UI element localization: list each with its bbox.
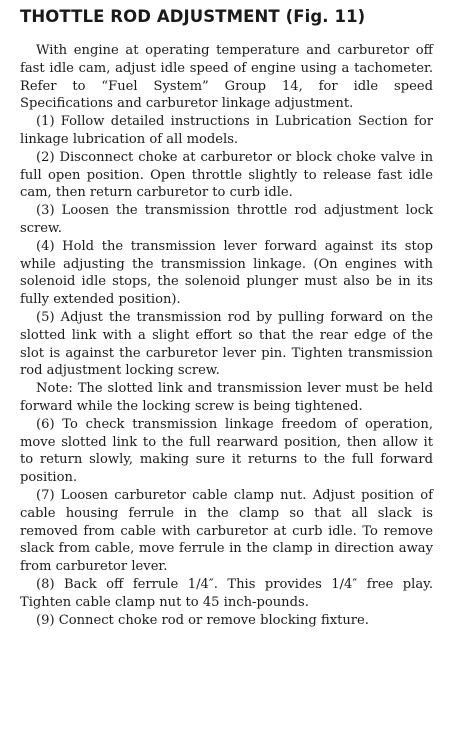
step-3-paragraph: (3) Loosen the transmission throttle rod adjustment lock screw. [20, 203, 433, 236]
note-paragraph: Note: The slotted link and transmission lever must be held forward while the locking screw is being tightened. [20, 381, 433, 414]
page-title: THOTTLE ROD ADJUSTMENT (Fig. 11) [20, 7, 366, 26]
step-5-paragraph: (5) Adjust the transmission rod by pulling forward on the slotted link with a slight effort so that the rear edge of the slot is against the carburetor lever pin. Tighten transmission rod adjustment locking screw. [20, 309, 433, 379]
step-4-paragraph: (4) Hold the transmission lever forward against its stop while adjusting the transmission linkage. (On engines with solenoid idle stops, the solenoid plunger must also be in its fully extended position). [20, 238, 433, 308]
step-6-paragraph: (6) To check transmission linkage freedom of operation, move slotted link to the full rearward position, then allow it to return slowly, making sure it returns to the full forward position. [20, 416, 433, 486]
step-7-paragraph: (7) Loosen carburetor cable clamp nut. Adjust position of cable housing ferrule in the clamp so that all slack is removed from cable with carburetor at curb idle. To remove slack from cable, move ferrule in the clamp in direction away from carburetor lever. [20, 487, 433, 575]
intro-paragraph: With engine at operating temperature and carburetor off fast idle cam, adjust idle speed of engine using a tachometer. Refer to “Fuel System” Group 14, for idle speed Specifications and carburetor linkage adjustment. [20, 43, 433, 112]
step-1-paragraph: (1) Follow detailed instructions in Lubrication Section for linkage lubrication of all models. [20, 114, 433, 147]
step-2-paragraph: (2) Disconnect choke at carburetor or block choke valve in full open position. Open throttle slightly to release fast idle cam, then return carburetor to curb idle. [20, 149, 433, 201]
step-9-paragraph: (9) Connect choke rod or remove blocking fixture. [36, 612, 369, 628]
step-8-paragraph: (8) Back off ferrule 1/4″. This provides 1/4″ free play. Tighten cable clamp nut to 45 inch-pounds. [20, 576, 433, 610]
